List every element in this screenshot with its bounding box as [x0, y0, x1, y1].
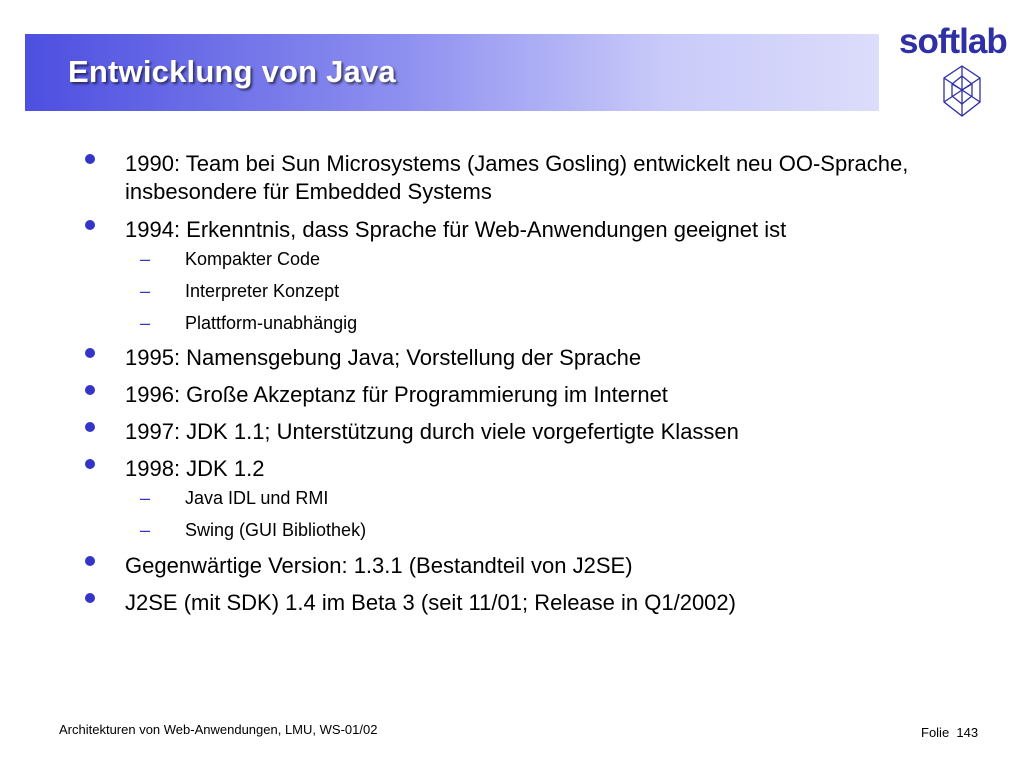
softlab-logo-text: softlab [899, 22, 1007, 61]
bullet-dot-icon [85, 422, 95, 432]
sub-bullet-text: Kompakter Code [185, 249, 321, 269]
bullet-dot-icon [85, 593, 95, 603]
bullet-dot-icon [85, 154, 95, 164]
bullet-item [85, 418, 965, 446]
dash-icon: – [140, 249, 151, 269]
bullet-text: 1998: JDK 1.2 [125, 456, 265, 481]
bullet-item [85, 344, 965, 372]
bullet-item [85, 381, 965, 409]
bullet-dot-icon [85, 459, 95, 469]
sub-bullet-item [140, 311, 965, 335]
dash-icon: – [140, 281, 151, 301]
sub-bullet-text: Java IDL und RMI [185, 488, 329, 508]
bullet-text: 1995: Namensgebung Java; Vorstellung der Sprache [125, 345, 642, 370]
sub-bullet-item [140, 279, 965, 303]
bullet-text: 1994: Erkenntnis, dass Sprache für Web-Anwendungen geeignet ist [125, 217, 787, 242]
slide-content [85, 150, 965, 617]
sub-bullet-list [125, 486, 965, 542]
bullet-item [85, 216, 965, 335]
bullet-dot-icon [85, 348, 95, 358]
footer-course: Architekturen von Web-Anwendungen, LMU, WS-01/02 [59, 722, 378, 737]
bullet-text: 1996: Große Akzeptanz für Programmierung im Internet [125, 382, 668, 407]
sub-bullet-list [125, 247, 965, 335]
sub-bullet-item [140, 518, 965, 542]
bullet-item [85, 552, 965, 580]
bullet-text: 1997: JDK 1.1; Unterstützung durch viele vorgefertigte Klassen [125, 419, 739, 444]
dash-icon: – [140, 488, 151, 508]
sub-bullet-item [140, 247, 965, 271]
footer-page [921, 725, 978, 740]
bullet-list [85, 150, 965, 617]
bullet-dot-icon [85, 556, 95, 566]
slide-title: Entwicklung von Java [68, 54, 396, 89]
sub-bullet-item [140, 486, 965, 510]
footer-folie-label: Folie [921, 725, 950, 740]
bullet-text: Gegenwärtige Version: 1.3.1 (Bestandteil von J2SE) [125, 553, 633, 578]
sub-bullet-text: Interpreter Konzept [185, 281, 340, 301]
sub-bullet-text: Swing (GUI Bibliothek) [185, 520, 367, 540]
dash-icon: – [140, 520, 151, 540]
softlab-cube-logo-icon [940, 64, 984, 118]
footer-page-number: 143 [956, 725, 979, 740]
bullet-text: 1990: Team bei Sun Microsystems (James Gosling) entwickelt neu OO-Sprache, insbesondere für Embedded Systems [125, 151, 909, 204]
bullet-item [85, 455, 965, 542]
dash-icon: – [140, 313, 151, 333]
bullet-text: J2SE (mit SDK) 1.4 im Beta 3 (seit 11/01; Release in Q1/2002) [125, 590, 736, 615]
bullet-item [85, 589, 965, 617]
bullet-dot-icon [85, 385, 95, 395]
bullet-dot-icon [85, 220, 95, 230]
bullet-item [85, 150, 965, 206]
sub-bullet-text: Plattform-unabhängig [185, 313, 358, 333]
